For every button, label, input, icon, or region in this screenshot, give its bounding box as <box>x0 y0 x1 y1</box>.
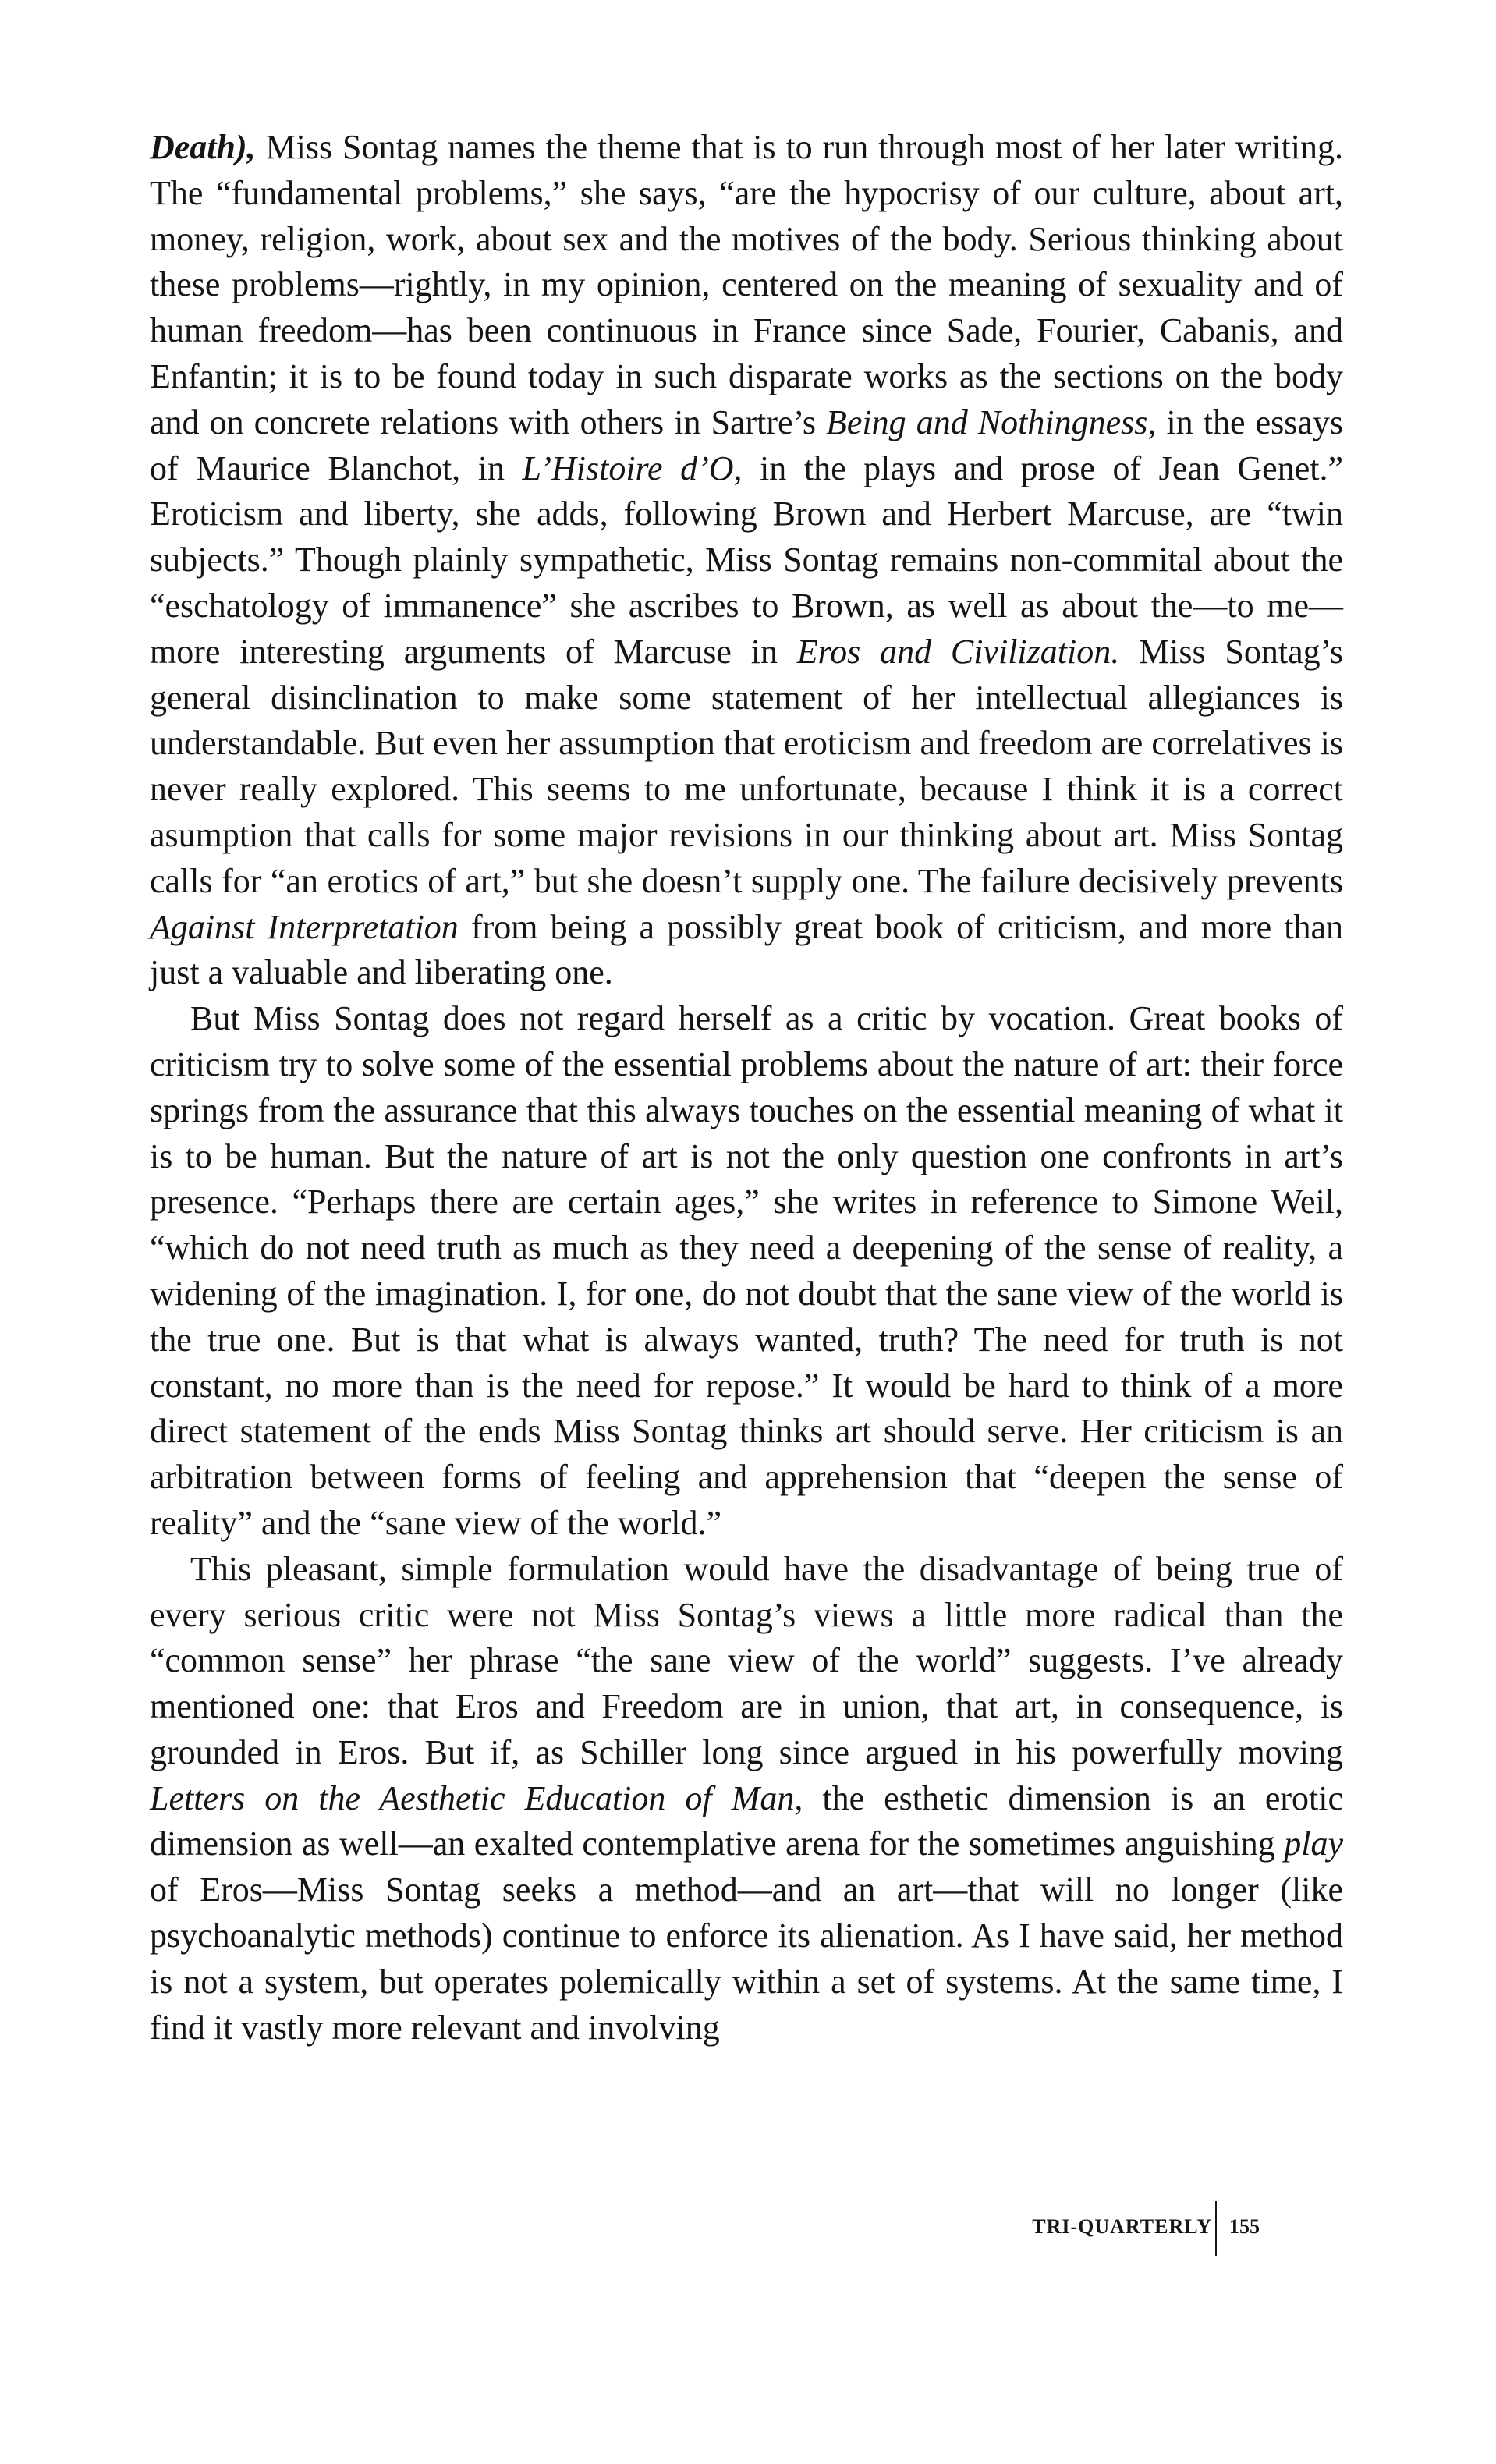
book-title: Letters on the Aesthetic Education of Man, <box>150 1778 803 1817</box>
book-title: L’Histoire d’O, <box>522 448 743 487</box>
page-number: 155 <box>1229 2215 1260 2238</box>
book-title: Being and Nothingness, <box>826 402 1157 441</box>
book-title: Against Interpretation <box>150 907 459 946</box>
text-run: in the plays and prose of Jean Genet.” Eroticism and liberty, she adds, following Brown and Herbert Marcuse, are “twin subjects.” Though plainly sympathetic, Miss Sontag remains non-commital about the “eschatology of immanence” she ascribes to Brown, as well as about the—to me—more interesting arguments of Marcuse in <box>150 448 1343 671</box>
text-run: of Eros—Miss Sontag seeks a method—and an art—that will no longer (like psychoanalytic methods) continue to enforce its alienation. As I have said, her method is not a system, but operates polemically within a set of systems. At the same time, I find it vastly more relevant and involving <box>150 1870 1343 2047</box>
footer-divider <box>1215 2201 1217 2256</box>
text-run: the esthetic dimension is an erotic dimension as well—an exalted contemplative arena for the sometimes anguishing <box>150 1778 1343 1863</box>
page-footer <box>967 2201 1295 2256</box>
text-run: This pleasant, simple formulation would have the disadvantage of being true of every serious critic were not Miss Sontag’s views a little more radical than the “common sense” her phrase “the sane view of the world” suggests. I’ve already mentioned one: that Eros and Freedom are in union, that art, in consequence, is grounded in Eros. But if, as Schiller long since argued in his powerfully moving <box>150 1549 1343 1771</box>
italic-text: Death), <box>150 128 256 166</box>
text-run: But Miss Sontag does not regard herself as a critic by vocation. Great books of criticism try to solve some of the essential problems about the nature of art: their force springs from the assurance that this always touches on the essential meaning of what it is to be human. But the nature of art is not the only question one confronts in art’s presence. “Perhaps there are certain ages,” she writes in reference to Simone Weil, “which do not need truth as much as they need a deepening of the sense of reality, a widening of the imagination. I, for one, do not doubt that the sane view of the world is the true one. But is that what is always wanted, truth? The need for truth is not constant, no more than is the need for repose.” It would be hard to think of a more direct statement of the ends Miss Sontag thinks art should serve. Her criticism is an arbitration between forms of feeling and apprehension that “deepen the sense of reality” and the “sane view of the world.” <box>150 999 1343 1542</box>
emphasis: play <box>1284 1824 1343 1863</box>
paragraph-3 <box>150 1547 1343 2051</box>
article-body <box>150 125 1343 2051</box>
book-title: Eros and Civilization. <box>796 632 1120 671</box>
text-run: from being a possibly great book of criticism, and more than just a valuable and liberating one. <box>150 907 1344 992</box>
text-run: Miss Sontag’s general disinclination to make some statement of her intellectual allegiances is understandable. But even her assumption that eroticism and freedom are correlatives is never really explored. This seems to me unfortunate, because I think it is a correct asumption that calls for some major revisions in our thinking about art. Miss Sontag calls for “an erotics of art,” but she doesn’t supply one. The failure decisively prevents <box>150 632 1343 900</box>
text-run: Miss Sontag names the theme that is to run through most of her later writing. The “fundamental problems,” she says, “are the hypocrisy of our culture, about art, money, religion, work, about sex and the motives of the body. Serious thinking about these problems—rightly, in my opinion, centered on the meaning of sexuality and of human freedom—has been continuous in France since Sade, Fourier, Cabanis, and Enfantin; it is to be found today in such disparate works as the sections on the body and on concrete relations with others in Sartre’s <box>150 128 1343 441</box>
paragraph-2 <box>150 996 1343 1547</box>
paragraph-1 <box>150 125 1343 996</box>
journal-name: TRI-QUARTERLY <box>1032 2215 1212 2238</box>
text-run: in the essays of Maurice Blanchot, in <box>150 402 1344 487</box>
